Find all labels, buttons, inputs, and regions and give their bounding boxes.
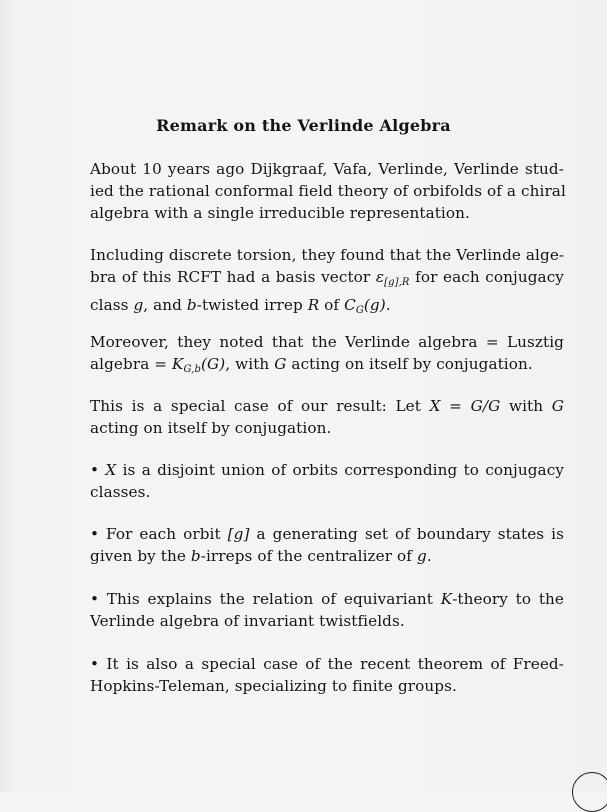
bullet-icon: • <box>90 525 100 543</box>
math-C-subscript: G <box>355 305 364 316</box>
bullet-item-2-line-1 <box>90 523 564 545</box>
paragraph-4-line-2: acting on itself by conjugation. <box>90 419 332 437</box>
bullet-icon: • <box>90 655 100 673</box>
bullet-item-3-line-2: Verlinde algebra of invariant twistfields. <box>90 612 405 630</box>
math-X-equals-G-over-G: X = G/G <box>429 397 501 415</box>
paragraph-4-line-1 <box>90 395 564 417</box>
text-run: class <box>90 296 134 314</box>
math-G: G <box>551 397 564 415</box>
text-run: bra of this RCFT had a basis vector <box>90 268 376 286</box>
text-run: -theory to the <box>452 590 564 608</box>
text-run: is a disjoint union of orbits corresponding to conjugacy <box>116 461 564 479</box>
text-run: -irreps of the centralizer of <box>200 547 417 565</box>
page-title: Remark on the Verlinde Algebra <box>156 116 451 135</box>
text-run: given by the <box>90 547 191 565</box>
text-run: , and <box>143 296 187 314</box>
text-run: for each conjugacy <box>409 268 564 286</box>
bullet-item-3 <box>90 588 564 632</box>
paragraph-2-line-2 <box>90 266 564 294</box>
math-K: K <box>440 590 453 608</box>
math-b: b <box>186 296 197 314</box>
bullet-item-1-line-2: classes. <box>90 483 151 501</box>
text-run: . <box>385 296 391 314</box>
text-run: This explains the relation of equivariant <box>99 590 441 608</box>
math-arg-g: (g) <box>363 296 386 314</box>
math-b: b <box>190 547 201 565</box>
paragraph-2 <box>90 244 564 322</box>
bullet-item-1-line-1 <box>90 459 564 481</box>
text-run: -twisted irrep <box>196 296 308 314</box>
bullet-icon: • <box>90 590 100 608</box>
math-K: K <box>172 355 184 373</box>
paragraph-1-line-1: About 10 years ago Dijkgraaf, Vafa, Verlinde, Verlinde stud- <box>90 160 564 178</box>
paragraph-3 <box>90 331 564 381</box>
text-run: . <box>426 547 432 565</box>
text-run: , with <box>225 355 275 373</box>
paragraph-3-line-1: Moreover, they noted that the Verlinde algebra = Lusztig <box>90 333 564 351</box>
bullet-item-1 <box>90 459 564 503</box>
text-run: with <box>500 397 552 415</box>
math-R: R <box>307 296 320 314</box>
math-arg-G: (G) <box>201 355 226 373</box>
paragraph-4 <box>90 395 564 439</box>
math-g: g <box>416 547 427 565</box>
bullet-item-4 <box>90 653 564 697</box>
epsilon-symbol: ε <box>375 268 385 286</box>
paragraph-1-line-2: ied the rational conformal field theory of orbifolds of a chiral <box>90 182 566 200</box>
text-run: acting on itself by conjugation. <box>286 355 533 373</box>
math-g: g <box>133 296 144 314</box>
bullet-item-2 <box>90 523 564 567</box>
bullet-item-4-line-2: Hopkins-Teleman, specializing to finite groups. <box>90 677 457 695</box>
math-K-subscript: G,b <box>183 364 202 375</box>
bullet-item-4-line-1 <box>90 653 564 675</box>
text-run: It is also a special case of the recent theorem of Freed- <box>99 655 564 673</box>
paragraph-2-line-3 <box>90 294 564 322</box>
text-run: For each orbit <box>99 525 228 543</box>
paragraph-1 <box>90 158 564 224</box>
text-run: algebra = <box>90 355 173 373</box>
bullet-icon: • <box>90 461 100 479</box>
text-run: a generating set of boundary states is <box>249 525 564 543</box>
bullet-item-3-line-1 <box>90 588 564 610</box>
bullet-item-2-line-2 <box>90 545 564 567</box>
math-C: C <box>344 296 356 314</box>
text-run: This is a special case of our result: Let <box>90 397 430 415</box>
epsilon-subscript: [g],R <box>384 277 410 288</box>
paragraph-3-line-2 <box>90 353 564 381</box>
paragraph-2-line-1: Including discrete torsion, they found that the Verlinde alge- <box>90 246 565 264</box>
text-run: of <box>319 296 345 314</box>
paragraph-1-line-3: algebra with a single irreducible representation. <box>90 204 470 222</box>
math-G: G <box>274 355 287 373</box>
math-X: X <box>105 461 117 479</box>
page-number-circle <box>572 772 607 812</box>
math-orbit-g: [g] <box>227 525 250 543</box>
